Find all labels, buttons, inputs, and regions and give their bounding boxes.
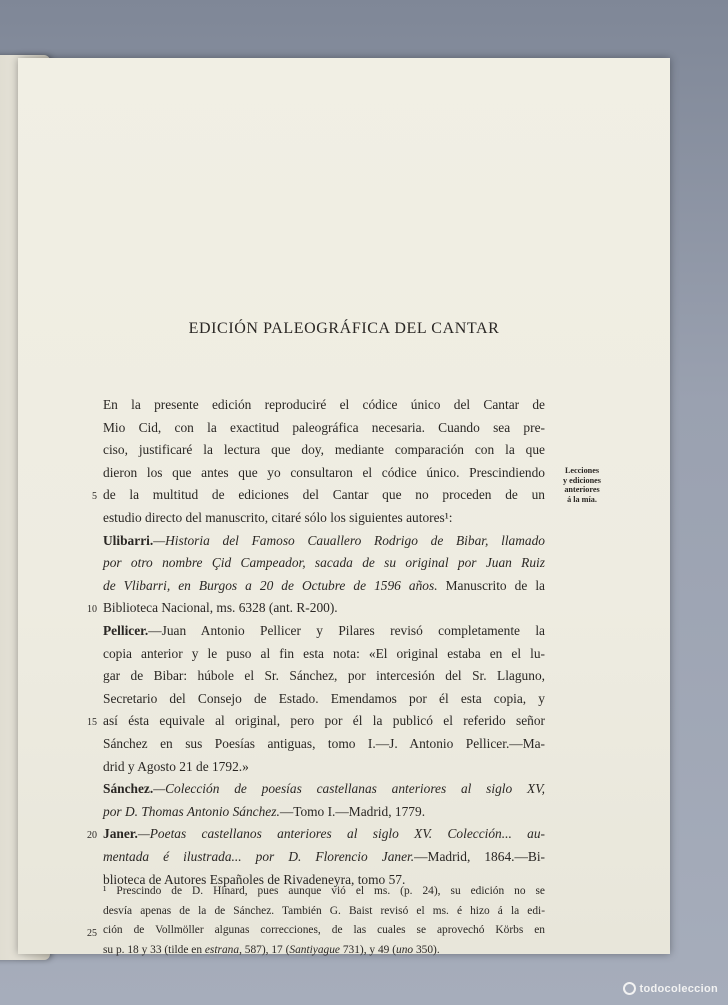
body-text-run: Sánchez. (103, 781, 154, 797)
footnote-text-run: Santiyague (289, 943, 340, 956)
body-line (103, 620, 545, 642)
body-line (103, 778, 545, 800)
body-text-run: así ésta equivale al original, pero por él la publicó el referido señor (103, 713, 545, 729)
body-line (103, 733, 545, 755)
body-line (103, 710, 545, 732)
body-line (103, 643, 545, 665)
body-line (103, 801, 545, 823)
body-text-run: Mio Cid, con la exactitud paleográfica necesaria. Cuando sea pre- (103, 419, 545, 435)
footnote-line (103, 921, 545, 940)
line-number: 25 (87, 928, 97, 939)
watermark-text: todocoleccion (639, 982, 718, 995)
footnote-text-run: 350). (413, 943, 440, 956)
body-text-run: —Colección de poesías castellanas anteriores al siglo XV, (153, 781, 545, 797)
chapter-heading: EDICIÓN PALEOGRÁFICA DEL CANTAR (188, 320, 500, 337)
body-line (103, 756, 545, 778)
book-page (18, 58, 670, 954)
body-line (103, 575, 545, 597)
footnote-text-run: uno (396, 943, 414, 956)
footnote-line (103, 941, 545, 960)
body-text-run: Pellicer. (103, 623, 149, 638)
body-text-run: Manuscrito de la (437, 577, 545, 593)
line-number: 5 (92, 491, 97, 503)
watermark (623, 982, 718, 995)
body-text-run: de Vlibarri, en Burgos a 20 de Octubre de 1596 años. (103, 577, 438, 593)
footnote-text-run: ¹ Prescindo de D. Hinard, pues aunque vió el ms. (p. 24), su edición no se (103, 885, 545, 897)
body-text-run: Ulibarri. (103, 532, 154, 548)
body-line (103, 665, 545, 687)
body-text-run: —Juan Antonio Pellicer y Pilares revisó completamente la (148, 623, 545, 638)
body-line (103, 597, 545, 619)
body-line (103, 507, 545, 529)
body-line (103, 439, 545, 461)
body-text-run: En la presente edición reproduciré el códice único del Cantar de (103, 397, 545, 412)
body-line (103, 394, 545, 416)
body-text-run: por otro nombre Çid Campeador, sacada de su original por Juan Ruiz (103, 555, 545, 571)
footnote-text-run: ción de Vollmöller algunas correcciones, de las cuales se aprovechó Körbs en (103, 924, 545, 936)
body-text-run: —Poetas castellanos anteriores al siglo XV. Colección... au- (137, 826, 545, 842)
body-text-run: gar de Bibar: húbole el Sr. Sánchez, por intercesión del Sr. Llaguno, (103, 668, 545, 684)
footnote-text-run: estrana (204, 943, 240, 956)
footnote-text-run: 731), y 49 ( (340, 943, 396, 956)
margin-note-line: Lecciones (564, 466, 600, 475)
line-number: 15 (87, 717, 97, 729)
body-text-run: mentada é ilustrada... por D. Florencio Janer. (103, 849, 415, 864)
body-line (103, 417, 545, 439)
body-line (103, 552, 545, 574)
body-text-run: de la multitud de ediciones del Cantar que no proceden de un (103, 487, 545, 503)
line-number: 20 (87, 830, 97, 842)
footnote-text-run: desvía apenas de la de Sánchez. También G. Baist revisó el ms. é hizo á la edi- (103, 904, 545, 917)
line-number: 10 (87, 604, 97, 616)
body-line (103, 462, 545, 484)
body-text-run: estudio directo del manuscrito, citaré sólo los siguientes autores¹: (103, 510, 453, 525)
body-text-run: —Madrid, 1864.—Bi- (414, 849, 545, 864)
footnote-line (103, 882, 545, 901)
body-text-run: copia anterior y le puso al fin esta nota: «El original estaba en el lu- (103, 645, 545, 661)
margin-note (555, 466, 609, 504)
body-text-run: dieron los que antes que yo consultaron el códice único. Prescindiendo (103, 464, 545, 480)
body-line (103, 823, 545, 845)
margin-note-line: y ediciones (563, 475, 601, 485)
body-line (103, 484, 545, 506)
body-text-run: por D. Thomas Antonio Sánchez. (103, 803, 280, 819)
footnote-line (103, 902, 545, 921)
body-text-run: Biblioteca Nacional, ms. 6328 (ant. R-200). (103, 600, 338, 616)
body-text-run: drid y Agosto 21 de 1792.» (103, 758, 249, 774)
margin-note-line: á la mía. (567, 494, 597, 504)
body-text-run: ciso, justificaré la lectura que doy, mediante comparación con la que (103, 442, 545, 458)
body-text-run: Sánchez en sus Poesías antiguas, tomo I.—J. Antonio Pellicer.—Ma- (103, 736, 545, 751)
body-line (103, 530, 545, 552)
body-text-run: blioteca de Autores Españoles de Rivadeneyra, tomo 57. (103, 871, 406, 887)
body-text-run: Secretario del Consejo de Estado. Emendamos por él esta copia, y (103, 690, 545, 706)
watermark-logo-icon (623, 982, 636, 995)
body-text-run: —Tomo I.—Madrid, 1779. (279, 803, 426, 819)
footnote-text-run: su p. 18 y 33 (tilde en (103, 943, 205, 956)
body-line (103, 846, 545, 868)
body-text-run: —Historia del Famoso Cauallero Rodrigo de Bibar, llamado (153, 532, 545, 548)
footnote-text-run: , 587), 17 ( (239, 943, 290, 956)
body-line (103, 688, 545, 710)
body-text-run: Janer. (103, 826, 138, 842)
margin-note-line: anteriores (564, 485, 600, 494)
